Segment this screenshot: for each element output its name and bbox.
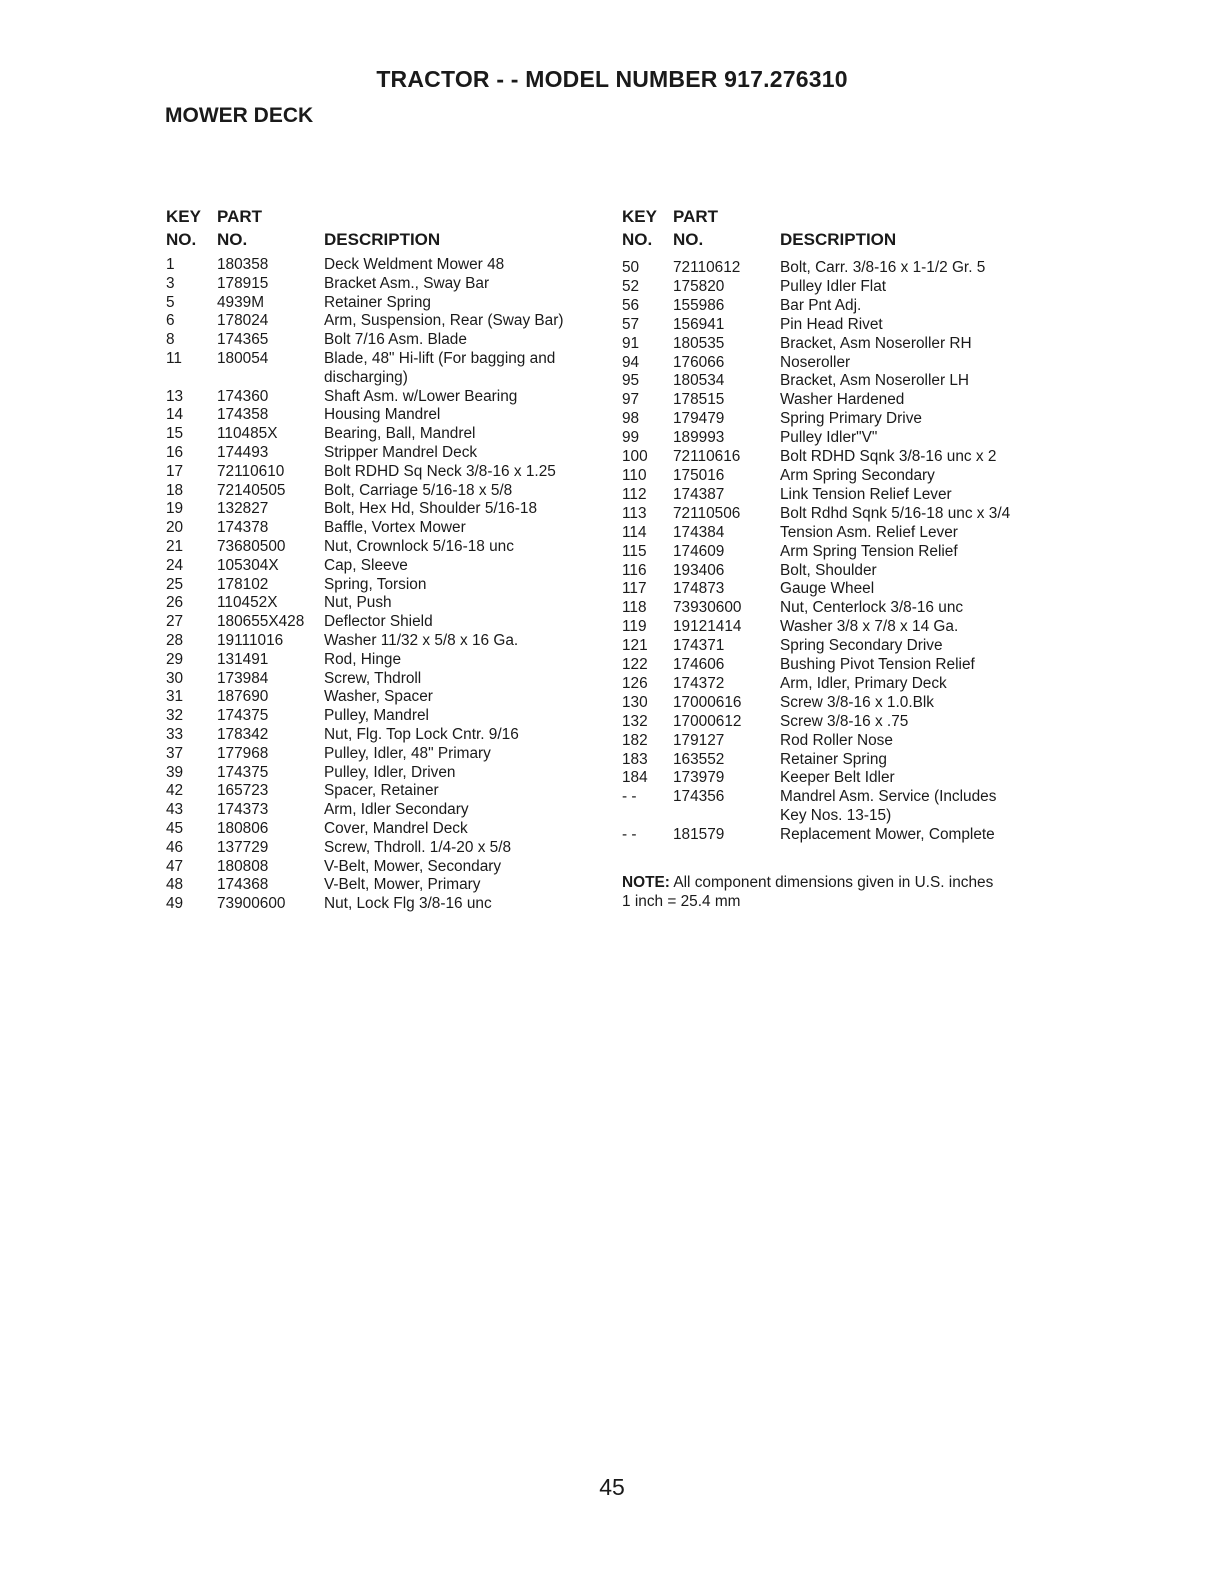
part-row	[622, 448, 1062, 467]
note-text: All component dimensions given in U.S. inches	[669, 874, 994, 892]
key-number: 6	[166, 312, 175, 330]
part-description: Screw, Thdroll. 1/4-20 x 5/8	[324, 838, 512, 856]
part-number: 174384	[673, 523, 725, 541]
part-number: 110452X	[217, 594, 278, 612]
part-number: 174493	[217, 443, 269, 461]
part-row	[166, 538, 606, 557]
part-number: 72110612	[673, 259, 741, 276]
part-description: Pulley, Mandrel	[324, 707, 429, 725]
part-description: Bolt, Carriage 5/16-18 x 5/8	[324, 481, 513, 499]
key-number: 91	[622, 334, 640, 352]
part-number: 174358	[217, 406, 269, 424]
part-row	[166, 557, 606, 576]
part-description: Arm Spring Tension Relief	[780, 542, 958, 560]
key-number: 25	[166, 575, 184, 593]
page-title: TRACTOR - - MODEL NUMBER 917.276310	[376, 66, 848, 92]
part-row	[622, 618, 1062, 637]
part-row	[622, 713, 1062, 732]
part-row	[166, 801, 606, 820]
part-description: Screw, Thdroll	[324, 669, 422, 687]
part-number: 180806	[217, 819, 269, 837]
part-number: 180534	[673, 372, 725, 390]
header-part: PART	[673, 207, 719, 226]
part-description: Bracket, Asm Noseroller LH	[780, 372, 970, 390]
part-number: 174371	[673, 637, 725, 655]
part-row	[166, 576, 606, 595]
part-row	[166, 275, 606, 294]
part-number: 187690	[217, 688, 269, 706]
part-row	[622, 410, 1062, 429]
key-number: 110	[622, 466, 647, 484]
part-description: Spring Primary Drive	[780, 410, 922, 428]
part-row	[166, 839, 606, 858]
part-number: 180655X428	[217, 613, 305, 631]
part-description: Bolt RDHD Sq Neck 3/8-16 x 1.25	[324, 462, 556, 480]
key-number: 17	[166, 462, 184, 480]
parts-rows	[166, 256, 606, 914]
part-number: 156941	[673, 315, 725, 333]
part-row	[622, 769, 1062, 788]
part-description: Deck Weldment Mower 48	[324, 256, 505, 273]
part-row	[622, 297, 1062, 316]
part-row	[166, 425, 606, 444]
key-number: 11	[166, 349, 182, 367]
part-row	[166, 463, 606, 482]
part-number: 174609	[673, 542, 725, 560]
key-number: 49	[166, 895, 184, 913]
part-number: 72110616	[673, 448, 741, 466]
part-description: Bolt 7/16 Asm. Blade	[324, 331, 467, 349]
key-number: 43	[166, 801, 184, 819]
part-description: V-Belt, Mower, Secondary	[324, 857, 502, 875]
part-number: 73680500	[217, 537, 286, 555]
part-number: 180808	[217, 857, 269, 875]
part-number: 174360	[217, 387, 269, 405]
key-number: 99	[622, 429, 640, 447]
part-row	[166, 594, 606, 613]
parts-rows	[622, 259, 1062, 845]
key-number: 114	[622, 523, 647, 541]
part-number: 137729	[217, 838, 269, 856]
key-number: 98	[622, 410, 640, 428]
part-row	[622, 505, 1062, 524]
part-description: Nut, Flg. Top Lock Cntr. 9/16	[324, 725, 519, 743]
part-description: Arm, Idler, Primary Deck	[780, 674, 947, 692]
key-number: 97	[622, 391, 640, 409]
part-row	[622, 751, 1062, 770]
key-number: 112	[622, 485, 647, 503]
key-number: 30	[166, 669, 184, 687]
part-row	[166, 782, 606, 801]
key-number: 29	[166, 650, 184, 668]
part-number: 178915	[217, 274, 269, 292]
part-description: Housing Mandrel	[324, 406, 441, 424]
key-number: 21	[166, 537, 184, 555]
part-row	[622, 543, 1062, 562]
part-row	[622, 694, 1062, 713]
part-description: Bolt, Shoulder	[780, 561, 877, 579]
part-row	[166, 613, 606, 632]
key-number: 113	[622, 504, 647, 522]
key-number: 50	[622, 259, 640, 276]
part-row	[622, 354, 1062, 373]
parts-list-header	[622, 207, 1062, 253]
part-number: 174375	[217, 707, 269, 725]
part-number: 165723	[217, 782, 269, 800]
part-number: 173979	[673, 769, 725, 787]
part-row	[622, 656, 1062, 675]
part-description: Washer 11/32 x 5/8 x 16 Ga.	[324, 631, 519, 649]
part-row	[166, 444, 606, 463]
key-number: - -	[622, 788, 637, 806]
part-description: Rod Roller Nose	[780, 731, 893, 749]
part-row	[622, 335, 1062, 354]
note-label: NOTE:	[622, 874, 670, 892]
key-number: 94	[622, 353, 640, 371]
part-description: Pulley Idler"V"	[780, 429, 878, 447]
part-row	[166, 820, 606, 839]
part-description: Gauge Wheel	[780, 580, 875, 598]
key-number: 121	[622, 637, 648, 655]
part-row	[166, 406, 606, 425]
part-row	[622, 429, 1062, 448]
part-number: 178342	[217, 725, 269, 743]
part-row	[166, 858, 606, 877]
key-number: 33	[166, 725, 184, 743]
part-number: 72110610	[217, 462, 285, 480]
key-number: 115	[622, 542, 647, 560]
part-description: V-Belt, Mower, Primary	[324, 876, 481, 894]
part-description: Spacer, Retainer	[324, 782, 439, 800]
part-description: Bolt, Carr. 3/8-16 x 1-1/2 Gr. 5	[780, 259, 986, 276]
part-description: Bracket Asm., Sway Bar	[324, 274, 490, 292]
part-description: Nut, Centerlock 3/8-16 unc	[780, 599, 964, 617]
part-row	[166, 331, 606, 350]
page-number: 45	[599, 1474, 625, 1500]
part-description: Arm, Idler Secondary	[324, 801, 469, 819]
part-number: 180054	[217, 349, 269, 367]
part-number: 19121414	[673, 618, 742, 636]
key-number: 132	[622, 712, 648, 730]
part-row	[622, 826, 1062, 845]
part-description: Rod, Hinge	[324, 650, 401, 668]
part-number: 181579	[673, 826, 725, 844]
key-number: 126	[622, 674, 648, 692]
part-number: 173984	[217, 669, 269, 687]
part-description: Replacement Mower, Complete	[780, 826, 995, 844]
part-number: 180535	[673, 334, 725, 352]
part-number: 174375	[217, 763, 269, 781]
part-row	[622, 788, 1062, 826]
part-number: 174373	[217, 801, 269, 819]
key-number: 26	[166, 594, 184, 612]
key-number: 13	[166, 387, 184, 405]
part-row	[622, 467, 1062, 486]
part-description: Pulley, Idler, Driven	[324, 763, 456, 781]
parts-list-left	[166, 207, 606, 914]
key-number: - -	[622, 826, 637, 844]
section-title: MOWER DECK	[165, 104, 314, 127]
header-part-no: NO.	[217, 230, 248, 249]
part-row	[166, 651, 606, 670]
part-row	[622, 580, 1062, 599]
part-number: 174356	[673, 788, 725, 806]
part-description: Tension Asm. Relief Lever	[780, 523, 958, 541]
part-description: Arm, Suspension, Rear (Sway Bar)	[324, 312, 564, 330]
part-row	[622, 372, 1062, 391]
key-number: 3	[166, 274, 175, 292]
part-row	[166, 632, 606, 651]
part-description: Screw 3/8-16 x .75	[780, 712, 909, 730]
part-description: Bar Pnt Adj.	[780, 296, 862, 314]
part-row	[166, 350, 606, 388]
part-description: Bolt Rdhd Sqnk 5/16-18 unc x 3/4	[780, 504, 1011, 522]
part-description: Nut, Lock Flg 3/8-16 unc	[324, 895, 492, 913]
key-number: 27	[166, 613, 184, 631]
key-number: 100	[622, 448, 648, 466]
key-number: 39	[166, 763, 184, 781]
key-number: 14	[166, 406, 184, 424]
part-description: Bushing Pivot Tension Relief	[780, 656, 975, 674]
part-row	[622, 278, 1062, 297]
part-number: 174365	[217, 331, 269, 349]
part-description: Cover, Mandrel Deck	[324, 819, 468, 837]
header-description: DESCRIPTION	[324, 230, 441, 249]
part-number: 174372	[673, 674, 725, 692]
part-description: Screw 3/8-16 x 1.0.Blk	[780, 693, 934, 711]
part-description: Washer 3/8 x 7/8 x 14 Ga.	[780, 618, 959, 636]
part-description: Noseroller	[780, 353, 851, 371]
part-description: Baffle, Vortex Mower	[324, 519, 466, 537]
part-row	[622, 316, 1062, 335]
key-number: 122	[622, 656, 648, 674]
key-number: 28	[166, 631, 184, 649]
part-description: Blade, 48" Hi-lift (For bagging and discharging)	[324, 349, 556, 386]
part-description: Mandrel Asm. Service (Includes Key Nos. 13-15)	[780, 788, 997, 825]
part-row	[166, 895, 606, 914]
part-row	[166, 500, 606, 519]
dimension-note	[622, 873, 1062, 911]
part-description: Spring Secondary Drive	[780, 637, 943, 655]
part-row	[166, 388, 606, 407]
part-number: 189993	[673, 429, 725, 447]
key-number: 45	[166, 819, 184, 837]
key-number: 57	[622, 315, 640, 333]
part-row	[166, 482, 606, 501]
key-number: 184	[622, 769, 648, 787]
part-row	[622, 637, 1062, 656]
part-number: 163552	[673, 750, 725, 768]
part-row	[166, 745, 606, 764]
header-key: KEY	[622, 207, 657, 226]
part-number: 179127	[673, 731, 725, 749]
key-number: 8	[166, 331, 175, 349]
part-row	[622, 599, 1062, 618]
key-number: 46	[166, 838, 184, 856]
part-description: Spring, Torsion	[324, 575, 427, 593]
header-key-no: NO.	[622, 230, 653, 249]
part-description: Washer, Spacer	[324, 688, 433, 706]
part-number: 174378	[217, 519, 269, 537]
key-number: 182	[622, 731, 648, 749]
parts-list-right	[622, 207, 1062, 911]
part-description: Washer Hardened	[780, 391, 905, 409]
part-row	[166, 256, 606, 275]
part-number: 155986	[673, 296, 725, 314]
header-part-no: NO.	[673, 230, 704, 249]
part-description: Cap, Sleeve	[324, 556, 408, 574]
part-row	[622, 391, 1062, 410]
header-description: DESCRIPTION	[780, 230, 897, 249]
part-row	[622, 675, 1062, 694]
part-description: Nut, Crownlock 5/16-18 unc	[324, 537, 514, 555]
part-number: 73930600	[673, 599, 742, 617]
part-row	[166, 519, 606, 538]
key-number: 5	[166, 293, 175, 311]
part-description: Pin Head Rivet	[780, 315, 883, 333]
header-key: KEY	[166, 207, 201, 226]
part-number: 73900600	[217, 895, 286, 913]
part-row	[166, 764, 606, 783]
part-number: 17000616	[673, 693, 742, 711]
part-description: Keeper Belt Idler	[780, 769, 895, 787]
key-number: 48	[166, 876, 184, 894]
part-number: 72140505	[217, 481, 286, 499]
part-description: Pulley, Idler, 48" Primary	[324, 744, 491, 762]
part-description: Bolt, Hex Hd, Shoulder 5/16-18	[324, 500, 538, 518]
header-part: PART	[217, 207, 263, 226]
part-row	[166, 294, 606, 313]
part-number: 178102	[217, 575, 269, 593]
part-row	[166, 876, 606, 895]
part-description: Pulley Idler Flat	[780, 277, 887, 295]
part-row	[622, 524, 1062, 543]
key-number: 18	[166, 481, 184, 499]
part-number: 175820	[673, 277, 725, 295]
part-number: 179479	[673, 410, 725, 428]
part-number: 131491	[217, 650, 269, 668]
part-number: 174606	[673, 656, 725, 674]
key-number: 24	[166, 556, 184, 574]
part-number: 176066	[673, 353, 725, 371]
header-key-no: NO.	[166, 230, 197, 249]
part-description: Deflector Shield	[324, 613, 433, 631]
part-description: Retainer Spring	[324, 293, 431, 311]
part-description: Stripper Mandrel Deck	[324, 443, 478, 461]
key-number: 117	[622, 580, 647, 598]
part-description: Arm Spring Secondary	[780, 466, 935, 484]
part-number: 174368	[217, 876, 269, 894]
part-row	[166, 707, 606, 726]
key-number: 16	[166, 443, 184, 461]
part-number: 180358	[217, 256, 269, 273]
part-number: 105304X	[217, 556, 279, 574]
key-number: 20	[166, 519, 184, 537]
part-number: 174387	[673, 485, 725, 503]
key-number: 52	[622, 277, 640, 295]
part-description: Nut, Push	[324, 594, 392, 612]
part-number: 132827	[217, 500, 269, 518]
key-number: 118	[622, 599, 647, 617]
part-number: 175016	[673, 466, 725, 484]
part-row	[622, 259, 1062, 278]
part-description: Link Tension Relief Lever	[780, 485, 952, 503]
key-number: 19	[166, 500, 184, 518]
part-description: Retainer Spring	[780, 750, 887, 768]
part-description: Shaft Asm. w/Lower Bearing	[324, 387, 518, 405]
part-number: 4939M	[217, 293, 265, 311]
key-number: 119	[622, 618, 647, 636]
key-number: 37	[166, 744, 184, 762]
part-number: 72110506	[673, 504, 741, 522]
part-description: Bearing, Ball, Mandrel	[324, 425, 476, 443]
parts-list-header	[166, 207, 606, 253]
part-row	[166, 688, 606, 707]
key-number: 116	[622, 561, 647, 579]
part-number: 177968	[217, 744, 269, 762]
key-number: 32	[166, 707, 184, 725]
key-number: 130	[622, 693, 648, 711]
note-conversion: 1 inch = 25.4 mm	[622, 893, 741, 911]
part-number: 17000612	[673, 712, 742, 730]
key-number: 183	[622, 750, 648, 768]
part-description: Bracket, Asm Noseroller RH	[780, 334, 972, 352]
key-number: 31	[166, 688, 184, 706]
part-number: 19111016	[217, 631, 284, 649]
part-row	[622, 562, 1062, 581]
part-row	[622, 732, 1062, 751]
part-number: 178515	[673, 391, 725, 409]
part-row	[622, 486, 1062, 505]
part-number: 110485X	[217, 425, 278, 443]
key-number: 42	[166, 782, 184, 800]
part-number: 174873	[673, 580, 725, 598]
key-number: 95	[622, 372, 640, 390]
key-number: 15	[166, 425, 184, 443]
part-description: Bolt RDHD Sqnk 3/8-16 unc x 2	[780, 448, 997, 466]
key-number: 1	[166, 256, 175, 273]
key-number: 56	[622, 296, 640, 314]
key-number: 47	[166, 857, 184, 875]
part-row	[166, 670, 606, 689]
part-number: 193406	[673, 561, 725, 579]
part-row	[166, 726, 606, 745]
part-number: 178024	[217, 312, 269, 330]
part-row	[166, 312, 606, 331]
